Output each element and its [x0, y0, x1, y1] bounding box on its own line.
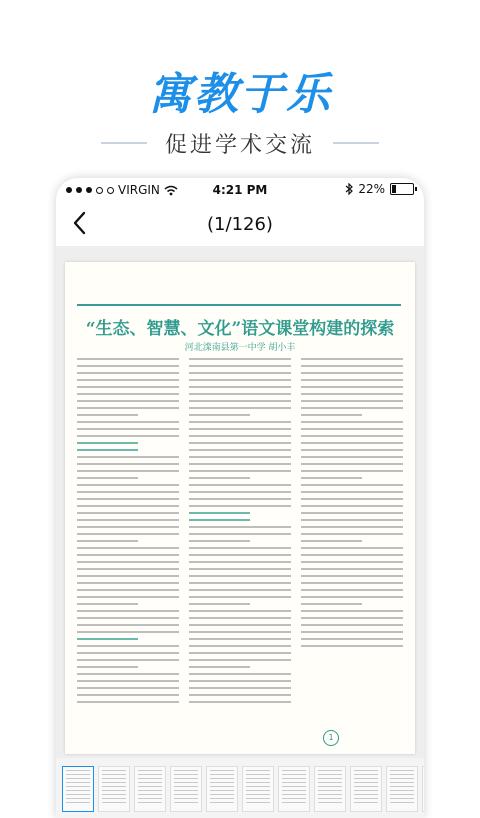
text-line	[301, 463, 403, 465]
text-line	[301, 519, 403, 521]
thumbnail-line	[246, 790, 270, 791]
text-line	[189, 484, 291, 486]
thumbnail-line	[66, 782, 90, 783]
thumbnail-line	[390, 798, 414, 799]
text-column-2	[189, 358, 291, 718]
text-line	[189, 470, 291, 472]
text-line	[77, 652, 179, 654]
thumbnail-line	[318, 770, 342, 771]
text-line	[77, 554, 179, 556]
battery-icon	[390, 183, 414, 195]
article-title: “生态、智慧、文化”语文课堂构建的探索	[85, 319, 395, 339]
thumbnail-line	[210, 782, 234, 783]
thumbnail-line	[102, 782, 126, 783]
text-line	[189, 540, 250, 542]
thumbnail-line	[354, 778, 378, 779]
text-line	[77, 477, 138, 479]
battery-fill	[392, 185, 396, 193]
text-line	[77, 498, 179, 500]
text-line	[77, 484, 179, 486]
text-line	[301, 540, 362, 542]
text-line	[189, 687, 291, 689]
text-line	[189, 624, 291, 626]
text-line	[77, 407, 179, 409]
article-author: 河北滦南县第一中学 胡小丰	[184, 343, 296, 353]
text-line	[77, 561, 179, 563]
text-line	[189, 372, 291, 374]
text-line	[189, 393, 291, 395]
thumbnail-line	[138, 798, 162, 799]
page-thumbnail[interactable]	[206, 766, 238, 812]
thumbnail-line	[102, 774, 126, 775]
text-line	[301, 470, 403, 472]
text-line	[77, 435, 179, 437]
text-line	[189, 666, 250, 668]
thumbnail-line	[174, 786, 198, 787]
text-line	[77, 680, 179, 682]
text-line	[301, 638, 403, 640]
text-line	[77, 393, 179, 395]
status-time: 4:21 PM	[212, 183, 268, 197]
thumbnail-line	[102, 790, 126, 791]
page-thumbnail[interactable]	[350, 766, 382, 812]
text-line	[77, 596, 179, 598]
text-line	[189, 463, 291, 465]
text-line	[189, 554, 291, 556]
thumbnail-line	[390, 770, 414, 771]
text-line	[301, 533, 403, 535]
text-line	[77, 638, 138, 640]
text-line	[189, 694, 291, 696]
thumbnail-line	[102, 794, 126, 795]
document-page[interactable]	[65, 262, 415, 754]
thumbnail-line	[210, 786, 234, 787]
page-thumbnail[interactable]	[314, 766, 346, 812]
text-line	[301, 596, 403, 598]
thumbnail-line	[282, 786, 306, 787]
thumbnail-line	[354, 802, 378, 803]
carrier-name: VIRGIN	[118, 183, 160, 197]
text-line	[189, 547, 291, 549]
thumbnail-line	[138, 790, 162, 791]
text-line	[189, 407, 291, 409]
text-line	[189, 421, 291, 423]
thumbnail-line	[282, 782, 306, 783]
thumbnail-line	[102, 786, 126, 787]
text-line	[301, 372, 403, 374]
page-thumbnail[interactable]	[170, 766, 202, 812]
text-line	[77, 617, 179, 619]
bluetooth-icon	[345, 183, 353, 195]
page-thumbnail[interactable]	[62, 766, 94, 812]
text-line	[301, 358, 403, 360]
text-line	[189, 512, 250, 514]
thumbnail-line	[102, 798, 126, 799]
text-line	[301, 365, 403, 367]
thumbnail-line	[246, 774, 270, 775]
thumbnail-line	[210, 790, 234, 791]
thumbnail-line	[246, 798, 270, 799]
text-line	[77, 358, 179, 360]
thumbnail-line	[282, 774, 306, 775]
page-thumbnail[interactable]	[422, 766, 424, 812]
text-line	[301, 512, 403, 514]
text-line	[189, 561, 291, 563]
text-line	[301, 526, 403, 528]
thumbnail-line	[138, 778, 162, 779]
text-line	[301, 561, 403, 563]
text-line	[77, 666, 138, 668]
text-line	[77, 568, 179, 570]
text-line	[189, 428, 291, 430]
text-line	[301, 498, 403, 500]
text-line	[189, 358, 291, 360]
text-line	[301, 428, 403, 430]
thumbnail-line	[318, 782, 342, 783]
text-line	[301, 617, 403, 619]
thumbnail-strip[interactable]	[56, 758, 424, 818]
slogan-text: 寓教于乐	[148, 69, 332, 120]
text-line	[77, 610, 179, 612]
text-line	[77, 379, 179, 381]
text-line	[77, 547, 179, 549]
text-line	[77, 414, 138, 416]
text-line	[189, 589, 291, 591]
thumbnail-line	[174, 782, 198, 783]
page-thumbnail[interactable]	[98, 766, 130, 812]
text-column-3	[301, 358, 403, 718]
text-line	[77, 372, 179, 374]
thumbnail-line	[354, 774, 378, 775]
text-line	[301, 491, 403, 493]
text-line	[77, 365, 179, 367]
thumbnail-line	[246, 802, 270, 803]
promo-banner	[0, 0, 480, 180]
thumbnail-line	[282, 770, 306, 771]
thumbnail-line	[354, 770, 378, 771]
thumbnail-line	[66, 770, 90, 771]
title-rule	[77, 304, 401, 306]
text-line	[189, 659, 291, 661]
thumbnail-line	[390, 802, 414, 803]
nav-bar	[56, 202, 424, 246]
text-line	[77, 512, 179, 514]
text-line	[301, 386, 403, 388]
text-line	[77, 582, 179, 584]
text-line	[189, 638, 291, 640]
thumbnail-line	[174, 774, 198, 775]
text-line	[301, 624, 403, 626]
text-line	[189, 449, 291, 451]
text-line	[189, 617, 291, 619]
text-line	[77, 442, 138, 444]
text-line	[189, 498, 291, 500]
text-line	[189, 652, 291, 654]
thumbnail-line	[102, 770, 126, 771]
text-line	[301, 575, 403, 577]
text-line	[189, 379, 291, 381]
document-viewer[interactable]	[56, 246, 424, 758]
text-line	[301, 610, 403, 612]
text-line	[301, 554, 403, 556]
page-thumbnail[interactable]	[134, 766, 166, 812]
thumbnail-line	[138, 794, 162, 795]
thumbnail-line	[174, 778, 198, 779]
thumbnail-line	[174, 770, 198, 771]
thumbnail-line	[318, 794, 342, 795]
thumbnail-line	[66, 794, 90, 795]
thumbnail-line	[390, 774, 414, 775]
text-line	[77, 694, 179, 696]
text-line	[301, 400, 403, 402]
thumbnail-line	[246, 786, 270, 787]
thumbnail-line	[66, 774, 90, 775]
text-line	[189, 519, 250, 521]
text-line	[301, 393, 403, 395]
thumbnail-line	[174, 790, 198, 791]
text-line	[301, 589, 403, 591]
text-line	[301, 379, 403, 381]
battery-percent: 22%	[358, 182, 385, 196]
thumbnail-line	[390, 790, 414, 791]
thumbnail-line	[138, 786, 162, 787]
thumbnail-line	[354, 798, 378, 799]
text-line	[189, 435, 291, 437]
thumbnail-line	[138, 770, 162, 771]
text-line	[189, 645, 291, 647]
text-line	[77, 687, 179, 689]
text-line	[189, 456, 291, 458]
thumbnail-line	[354, 782, 378, 783]
thumbnail-line	[318, 790, 342, 791]
thumbnail-line	[210, 794, 234, 795]
text-line	[77, 456, 179, 458]
text-line	[189, 701, 291, 703]
text-line	[77, 624, 179, 626]
text-line	[77, 701, 179, 703]
thumbnail-line	[282, 790, 306, 791]
text-line	[189, 631, 291, 633]
thumbnail-line	[390, 786, 414, 787]
page-thumbnail[interactable]	[386, 766, 418, 812]
text-line	[301, 645, 403, 647]
text-line	[189, 575, 291, 577]
text-line	[189, 400, 291, 402]
thumbnail-line	[66, 802, 90, 803]
subtitle-row	[0, 128, 480, 158]
text-line	[77, 449, 138, 451]
text-line	[77, 463, 179, 465]
text-line	[301, 477, 362, 479]
text-line	[189, 526, 291, 528]
subtitle-text: 促进学术交流	[164, 132, 315, 158]
text-line	[189, 442, 291, 444]
thumbnail-line	[318, 778, 342, 779]
thumbnail-line	[138, 802, 162, 803]
thumbnail-line	[282, 794, 306, 795]
text-line	[301, 484, 403, 486]
text-line	[189, 582, 291, 584]
page-thumbnail[interactable]	[242, 766, 274, 812]
thumbnail-line	[174, 802, 198, 803]
thumbnail-line	[318, 802, 342, 803]
text-line	[189, 477, 250, 479]
thumbnail-line	[66, 786, 90, 787]
text-line	[77, 673, 179, 675]
text-line	[301, 449, 403, 451]
text-line	[189, 568, 291, 570]
text-line	[301, 603, 362, 605]
thumbnail-line	[102, 802, 126, 803]
text-line	[189, 680, 291, 682]
text-line	[77, 421, 179, 423]
text-line	[189, 414, 250, 416]
thumbnail-line	[174, 798, 198, 799]
thumbnail-line	[210, 770, 234, 771]
thumbnail-line	[318, 786, 342, 787]
text-line	[77, 526, 179, 528]
text-line	[301, 568, 403, 570]
text-line	[189, 491, 291, 493]
text-line	[77, 386, 179, 388]
text-line	[189, 603, 250, 605]
page-indicator: (1/126)	[207, 214, 273, 235]
text-line	[301, 582, 403, 584]
thumbnail-line	[354, 794, 378, 795]
text-line	[77, 491, 179, 493]
thumbnail-line	[174, 794, 198, 795]
page-thumbnail[interactable]	[278, 766, 310, 812]
text-line	[77, 519, 179, 521]
thumbnail-line	[246, 794, 270, 795]
thumbnail-line	[210, 774, 234, 775]
text-line	[77, 631, 179, 633]
text-line	[77, 400, 179, 402]
thumbnail-line	[246, 782, 270, 783]
thumbnail-line	[210, 778, 234, 779]
text-line	[189, 596, 291, 598]
thumbnail-line	[210, 802, 234, 803]
text-line	[189, 673, 291, 675]
thumbnail-line	[66, 778, 90, 779]
thumbnail-line	[138, 782, 162, 783]
text-line	[189, 610, 291, 612]
text-line	[77, 505, 179, 507]
thumbnail-line	[210, 798, 234, 799]
text-line	[301, 456, 403, 458]
text-line	[77, 659, 179, 661]
thumbnail-line	[66, 798, 90, 799]
text-line	[77, 533, 179, 535]
battery-cap	[415, 187, 417, 191]
thumbnail-line	[282, 798, 306, 799]
page-number: 1	[323, 730, 339, 746]
text-line	[301, 421, 403, 423]
thumbnail-line	[66, 790, 90, 791]
text-line	[77, 589, 179, 591]
thumbnail-line	[102, 778, 126, 779]
thumbnail-line	[282, 778, 306, 779]
text-line	[189, 365, 291, 367]
thumbnail-line	[318, 774, 342, 775]
subtitle-divider-left	[101, 142, 147, 144]
text-line	[301, 414, 362, 416]
text-line	[301, 435, 403, 437]
status-bar	[56, 178, 424, 202]
thumbnail-line	[246, 770, 270, 771]
text-line	[77, 540, 138, 542]
phone-frame	[56, 178, 424, 818]
thumbnail-line	[318, 798, 342, 799]
text-column-1	[77, 358, 179, 718]
text-line	[301, 505, 403, 507]
text-line	[301, 407, 403, 409]
status-right	[345, 182, 414, 196]
text-line	[189, 533, 291, 535]
text-line	[301, 547, 403, 549]
thumbnail-line	[354, 790, 378, 791]
text-line	[189, 386, 291, 388]
text-line	[77, 428, 179, 430]
thumbnail-line	[390, 778, 414, 779]
text-line	[301, 631, 403, 633]
text-line	[77, 575, 179, 577]
thumbnail-line	[354, 786, 378, 787]
text-line	[77, 603, 138, 605]
text-line	[301, 442, 403, 444]
thumbnail-line	[390, 794, 414, 795]
thumbnail-line	[282, 802, 306, 803]
text-line	[77, 470, 179, 472]
text-line	[77, 645, 179, 647]
subtitle-divider-right	[333, 142, 379, 144]
thumbnail-line	[390, 782, 414, 783]
thumbnail-line	[138, 774, 162, 775]
text-line	[189, 505, 291, 507]
thumbnail-line	[246, 778, 270, 779]
